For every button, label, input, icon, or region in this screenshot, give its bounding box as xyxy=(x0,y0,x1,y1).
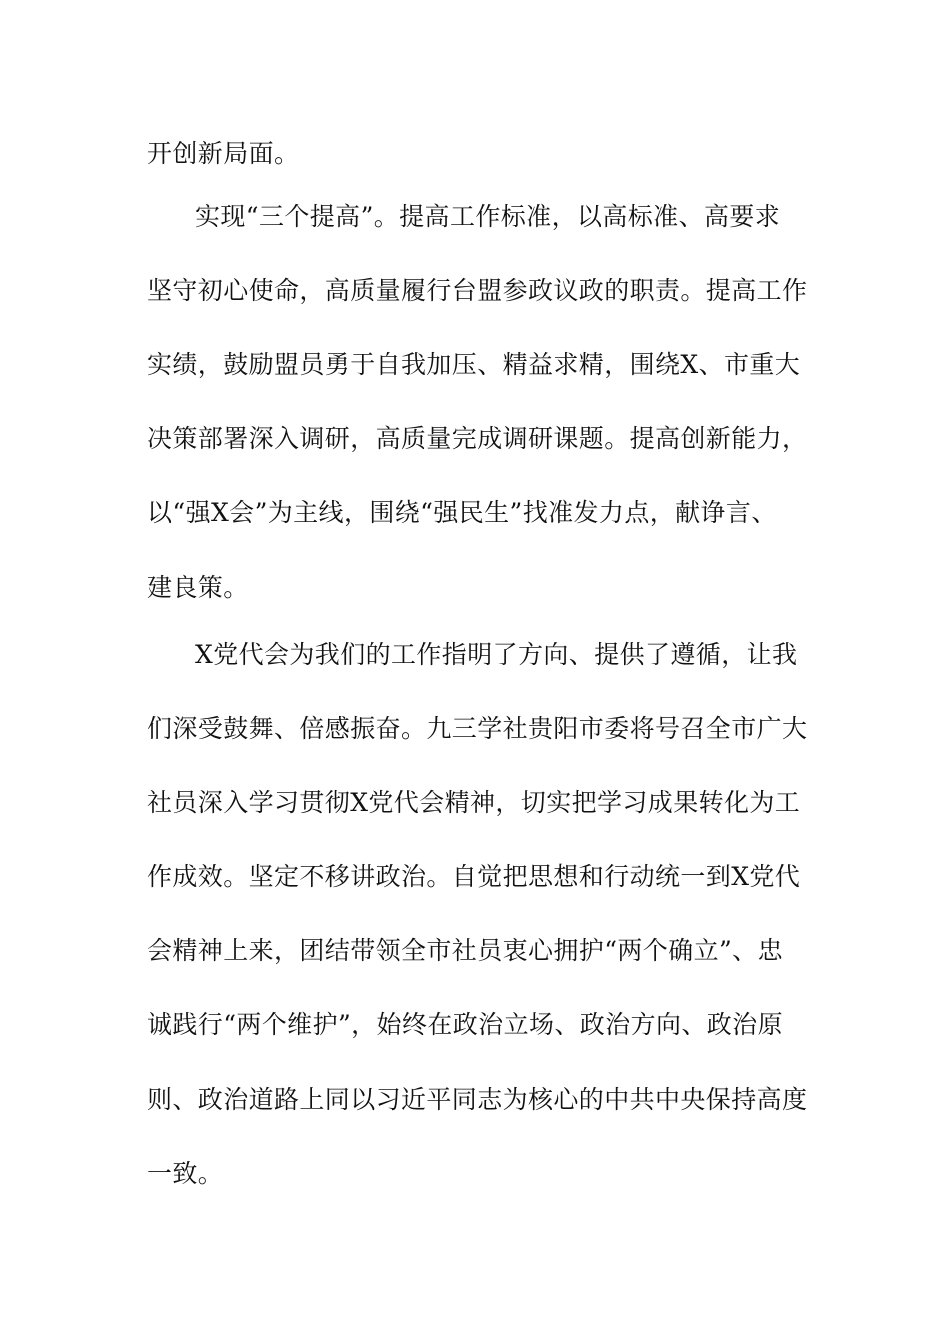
text-line: 坚守初心使命，高质量履行台盟参政议政的职责。提高工作 xyxy=(147,276,808,305)
text-line: 以“强X会”为主线，围绕“强民生”找准发力点，献诤言、 xyxy=(147,498,777,527)
text-line: 实绩，鼓励盟员勇于自我加压、精益求精，围绕X、市重大 xyxy=(147,350,801,379)
text-line: 则、政治道路上同以习近平同志为核心的中共中央保持高度 xyxy=(147,1085,808,1114)
text-line: 社员深入学习贯彻X党代会精神，切实把学习成果转化为工 xyxy=(147,788,801,817)
paragraph-start-line: 实现“三个提高”。提高工作标准，以高标准、高要求 xyxy=(195,202,781,231)
text-line: 会精神上来，团结带领全市社员衷心拥护“两个确立”、忠 xyxy=(147,936,783,965)
text-line: 作成效。坚定不移讲政治。自觉把思想和行动统一到X党代 xyxy=(147,862,801,891)
text-line: 决策部署深入调研，高质量完成调研课题。提高创新能力， xyxy=(147,424,808,453)
text-line: 诚践行“两个维护”，始终在政治立场、政治方向、政治原 xyxy=(147,1010,783,1039)
text-line: 们深受鼓舞、倍感振奋。九三学社贵阳市委将号召全市广大 xyxy=(147,714,808,743)
text-line: 开创新局面。 xyxy=(147,139,300,168)
text-line: 一致。 xyxy=(147,1159,224,1188)
text-line: 建良策。 xyxy=(147,573,249,602)
paragraph-start-line: X党代会为我们的工作指明了方向、提供了遵循，让我 xyxy=(195,640,798,669)
